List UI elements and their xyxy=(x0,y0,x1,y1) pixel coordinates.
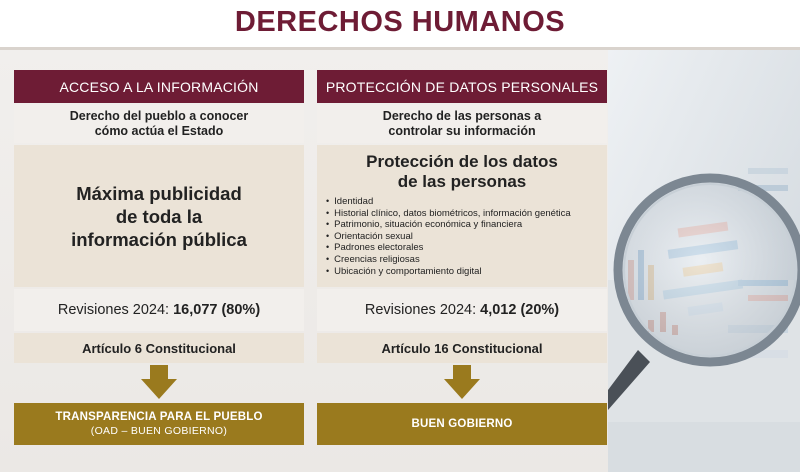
article-16-label: Artículo 16 Constitucional xyxy=(317,333,607,363)
revisions-2024-access xyxy=(14,289,304,331)
access-information-subtitle xyxy=(14,105,304,143)
down-arrow-icon xyxy=(141,365,177,399)
list-item: • Patrimonio, situación económica y financiera xyxy=(326,219,607,231)
article-6-label: Artículo 6 Constitucional xyxy=(14,333,304,363)
photo-illustration xyxy=(608,50,800,472)
list-item: • Orientación sexual xyxy=(326,231,607,243)
main-title-line-2: de las personas xyxy=(397,172,527,191)
subtitle-line-1: Derecho del pueblo a conocer xyxy=(69,109,249,123)
main-line-3: información pública xyxy=(71,228,247,250)
revisions-label: Revisiones 2024: xyxy=(57,302,170,318)
list-item: • Creencias religiosas xyxy=(326,254,607,266)
data-protection-column xyxy=(317,70,607,445)
transparency-title: TRANSPARENCIA PARA EL PUEBLO xyxy=(55,411,263,423)
personal-data-list xyxy=(317,196,607,277)
list-item: • Historial clínico, datos biométricos, información genética xyxy=(326,208,607,220)
access-information-column xyxy=(14,70,304,445)
revisions-value: 16,077 (80%) xyxy=(173,302,261,318)
maximum-publicity-box xyxy=(14,145,304,287)
list-item: • Ubicación y comportamiento digital xyxy=(326,266,607,278)
page-title: DERECHOS HUMANOS xyxy=(234,6,566,38)
transparency-subtitle: (OAD – BUEN GOBIERNO) xyxy=(90,425,228,437)
main-line-1: Máxima publicidad xyxy=(76,182,242,204)
personal-data-box xyxy=(317,145,607,287)
main-line-2: de toda la xyxy=(115,205,203,227)
good-government-title: BUEN GOBIERNO xyxy=(411,418,513,430)
list-item: • Padrones electorales xyxy=(326,242,607,254)
revisions-2024-protection xyxy=(317,289,607,331)
good-government-banner xyxy=(317,403,607,445)
down-arrow-left xyxy=(14,363,304,401)
data-protection-subtitle xyxy=(317,105,607,143)
down-arrow-icon xyxy=(444,365,480,399)
access-information-header: ACCESO A LA INFORMACIÓN xyxy=(14,70,304,103)
subtitle-line-2: controlar su información xyxy=(388,124,536,138)
magnifying-glass-photo xyxy=(608,50,800,472)
subtitle-line-1: Derecho de las personas a xyxy=(382,109,542,123)
list-item: • Identidad xyxy=(326,196,607,208)
revisions-label: Revisiones 2024: xyxy=(364,302,477,318)
data-protection-header: PROTECCIÓN DE DATOS PERSONALES xyxy=(317,70,607,103)
revisions-value: 4,012 (20%) xyxy=(480,302,560,318)
subtitle-line-2: cómo actúa el Estado xyxy=(94,124,224,138)
personal-data-title xyxy=(317,152,607,192)
main-title-line-1: Protección de los datos xyxy=(366,152,558,171)
transparency-banner xyxy=(14,403,304,445)
down-arrow-right xyxy=(317,363,607,401)
